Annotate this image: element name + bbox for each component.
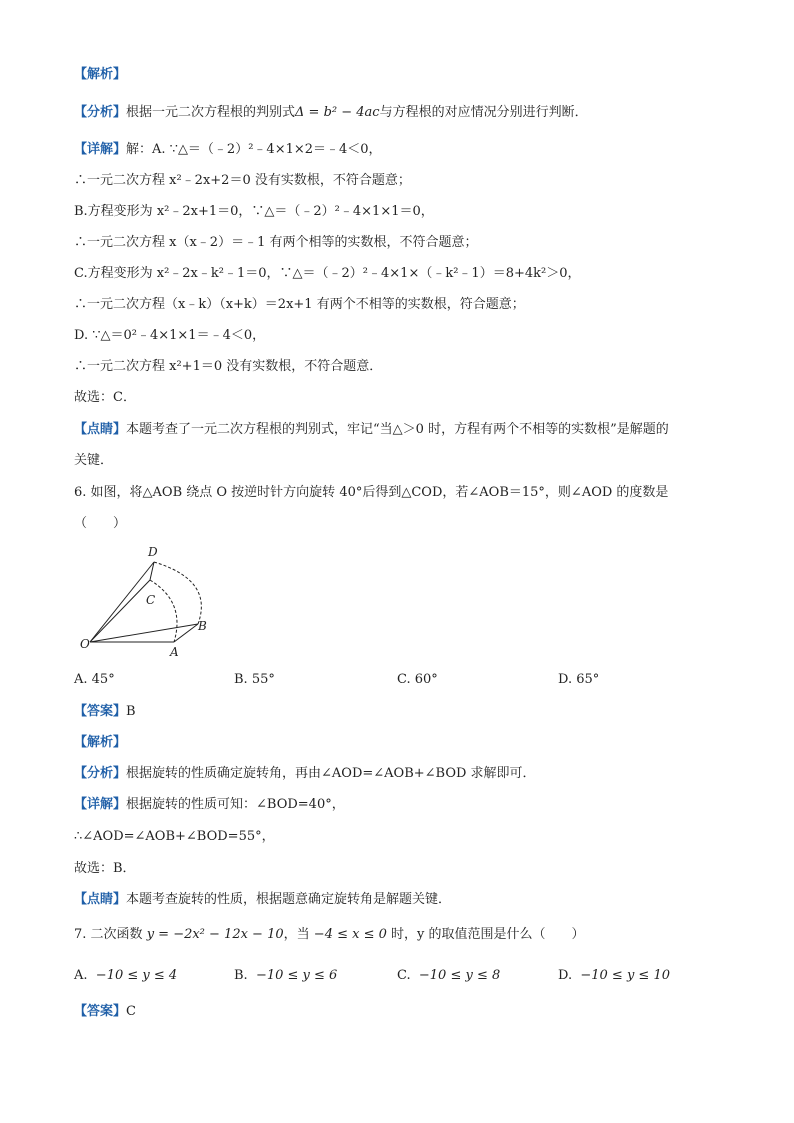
q7-option-c: C. −10 ≤ y ≤ 8 — [397, 968, 501, 983]
q5-xiangjie-line-5: ∴一元二次方程（x﹣k）（x+k）＝2x+1 有两个不相等的实数根，符合题意； — [74, 297, 525, 312]
label-B: B — [198, 619, 207, 633]
discriminant-formula: Δ = b² − 4ac — [295, 105, 380, 120]
quadratic-function: y = −2x² − 12x − 10 — [146, 927, 284, 942]
arc-A-to-C — [150, 580, 177, 642]
q6-choice: 故选：B． — [74, 861, 136, 876]
rotation-figure — [74, 540, 224, 660]
q6-stem-blank: （ ） — [74, 516, 127, 531]
q5-xiangjie-line-0: 【详解】解：A. ∵△＝（﹣2）²﹣4×1×2＝﹣4＜0， — [74, 142, 382, 157]
q6-option-a: A. 45° — [74, 672, 115, 687]
q6-fenxi: 【分析】根据旋转的性质确定旋转角，再由∠AOD=∠AOB+∠BOD 求解即可． — [74, 766, 536, 781]
segment-AB — [174, 624, 198, 642]
q5-xiangjie-line-3: ∴一元二次方程 x（x﹣2）＝﹣1 有两个相等的实数根，不符合题意； — [74, 235, 478, 250]
q6-option-c: C. 60° — [397, 672, 438, 687]
q6-xiangjie-line-2: ∴∠AOD=∠AOB+∠BOD=55°， — [74, 829, 275, 844]
q6-jiexi-heading: 【解析】 — [74, 735, 127, 750]
q5-dianjing: 【点睛】本题考查了一元二次方程根的判别式，牢记“当△＞0 时，方程有两个不相等的实数根”是解题的 — [74, 422, 669, 437]
q5-xiangjie-line-2: B.方程变形为 x²﹣2x+1＝0，∵△＝（﹣2）²﹣4×1×1＝0， — [74, 204, 434, 219]
q5-xiangjie-line-6: D. ∵△＝0²﹣4×1×1＝﹣4＜0， — [74, 328, 266, 343]
q7-stem: 7. 二次函数 y = −2x² − 12x − 10，当 −4 ≤ x ≤ 0 时，y 的取值范围是什么（ ） — [74, 927, 585, 942]
q6-answer: 【答案】B — [74, 704, 136, 719]
q7-answer: 【答案】C — [74, 1004, 136, 1019]
q6-dianjing: 【点睛】本题考查旋转的性质，根据题意确定旋转角是解题关键． — [74, 892, 452, 907]
segment-OD — [90, 562, 154, 642]
x-range-condition: −4 ≤ x ≤ 0 — [313, 927, 387, 942]
q7-option-b: B. −10 ≤ y ≤ 6 — [234, 968, 338, 983]
segment-OB — [90, 624, 198, 642]
q6-xiangjie: 【详解】根据旋转的性质可知：∠BOD=40°， — [74, 797, 345, 812]
label-C: C — [146, 593, 156, 607]
q5-xiangjie-line-4: C.方程变形为 x²﹣2x﹣k²﹣1＝0，∵△＝（﹣2）²﹣4×1×（﹣k²﹣1）＝8+4k²＞0， — [74, 266, 581, 281]
q7-option-a: A. −10 ≤ y ≤ 4 — [74, 968, 178, 983]
label-D: D — [148, 545, 158, 559]
label-A: A — [170, 645, 179, 659]
q6-option-d: D. 65° — [558, 672, 600, 687]
q5-xiangjie-line-1: ∴一元二次方程 x²﹣2x+2＝0 没有实数根，不符合题意； — [74, 173, 411, 188]
q5-dianjing-cont: 关键． — [74, 453, 114, 468]
q5-xiangjie-line-7: ∴一元二次方程 x²+1＝0 没有实数根，不符合题意． — [74, 359, 383, 374]
q7-option-d: D. −10 ≤ y ≤ 10 — [558, 968, 670, 983]
q5-jiexi-heading: 【解析】 — [74, 67, 127, 82]
arc-B-to-D — [154, 562, 201, 624]
q6-stem: 6. 如图，将△AOB 绕点 O 按逆时针方向旋转 40°后得到△COD，若∠AOB＝15°，则∠AOD 的度数是 — [74, 485, 669, 500]
label-O: O — [80, 637, 90, 651]
q6-option-b: B. 55° — [234, 672, 275, 687]
q5-choice: 故选：C． — [74, 390, 136, 405]
segment-OC — [90, 580, 150, 642]
q5-fenxi: 【分析】根据一元二次方程根的判别式Δ = b² − 4ac与方程根的对应情况分别进行判断． — [74, 105, 588, 120]
